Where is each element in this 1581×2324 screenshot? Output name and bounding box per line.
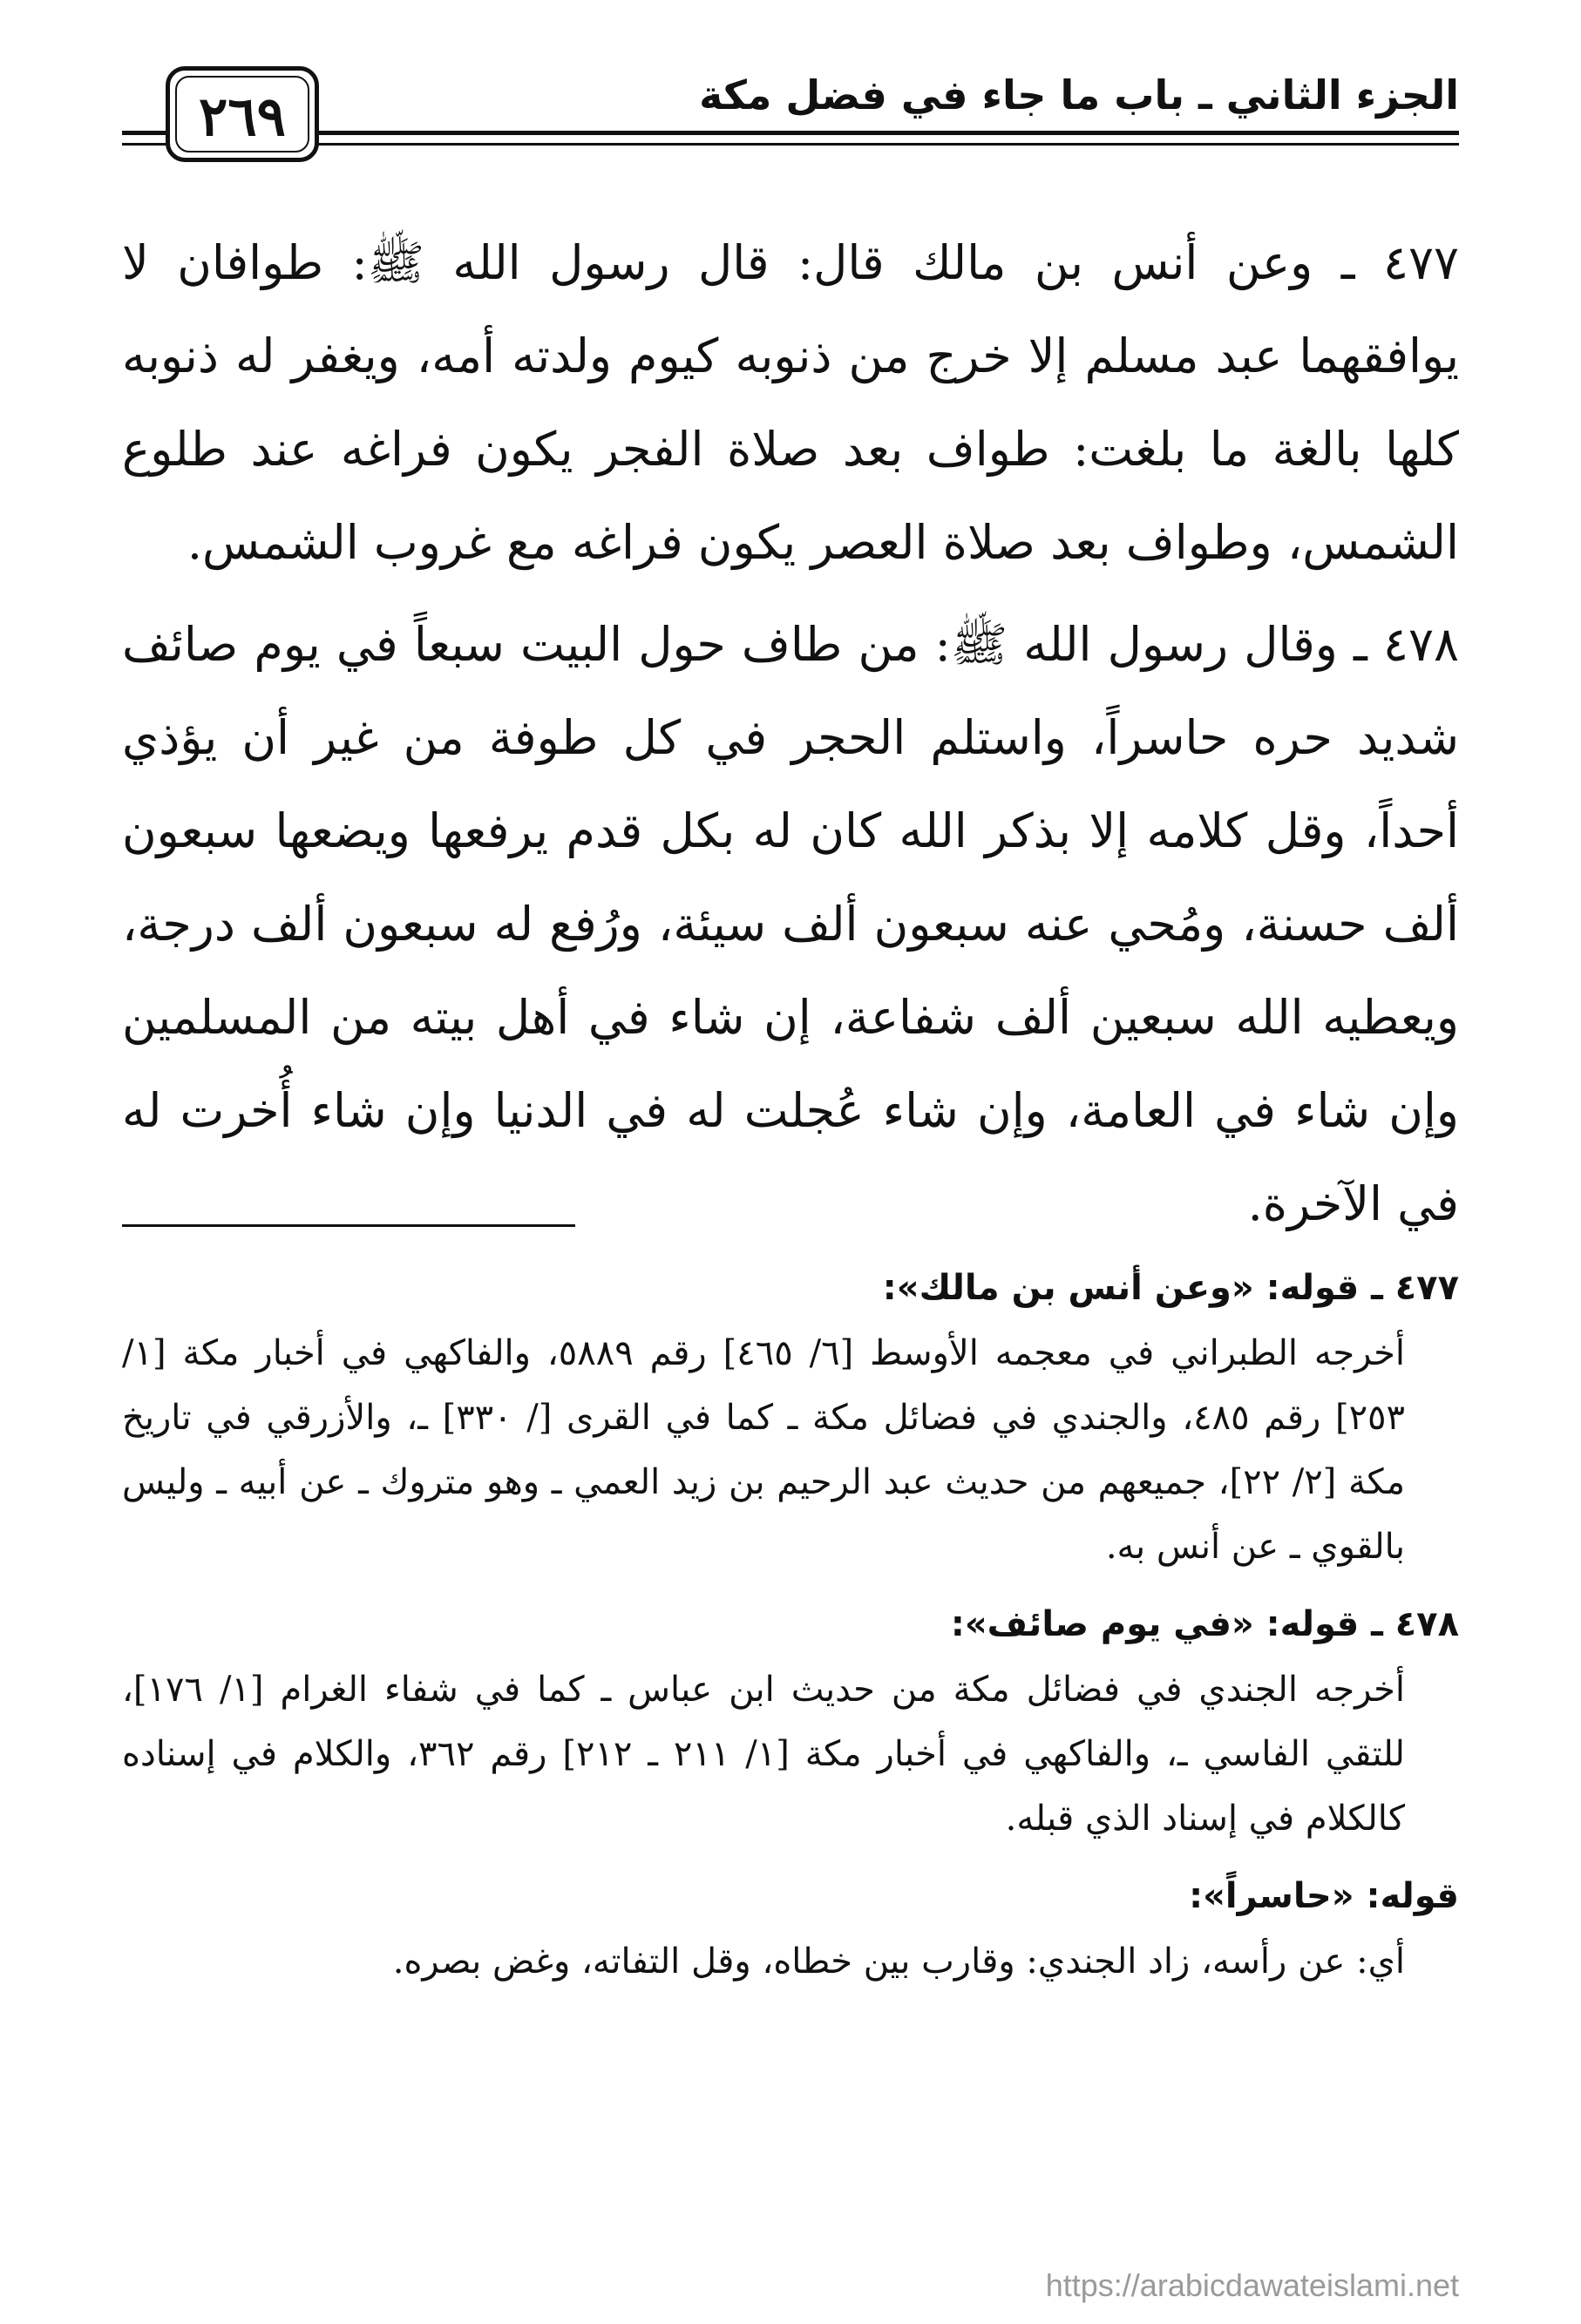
footnote-477 xyxy=(122,1255,1459,1579)
header-rule-thin xyxy=(122,143,1459,146)
footnote-heading: ٤٧٨ ـ قوله: «في يوم صائف»: xyxy=(950,1604,1459,1644)
footnote-478 xyxy=(122,1591,1459,1851)
hadith-477: ٤٧٧ ـ وعن أنس بن مالك قال: قال رسول الله ﷺ: طوافان لا يوافقهما عبد مسلم إلا خرج من ذنوبه كيوم ولدته أمه، ويغفر له ذنوبه كلها بالغة ما بلغت: طواف بعد صلاة الفجر يكون فراغه عند طلوع الشمس، وطواف بعد صلاة العصر يكون فراغه مع غروب الشمس. xyxy=(122,235,1459,570)
footnote-hasiran xyxy=(122,1863,1459,1994)
footnote-body: أخرجه الجندي في فضائل مكة من حديث ابن عباس ـ كما في شفاء الغرام [١/ ١٧٦]، للتقي الفاسي ـ، والفاكهي في أخبار مكة [١/ ٢١١ ـ ٢١٢] رقم ٣٦٢، والكلام في إسناده كالكلام في إسناد الذي قبله. xyxy=(122,1670,1405,1839)
footnote-heading: ٤٧٧ ـ قوله: «وعن أنس بن مالك»: xyxy=(882,1268,1459,1308)
footnotes xyxy=(122,1255,1459,1994)
footnote-body: أي: عن رأسه، زاد الجندي: وقارب بين خطاه، وقل التفاته، وغض بصره. xyxy=(392,1941,1405,1982)
footnote-divider xyxy=(122,1224,575,1227)
running-title: الجزء الثاني ـ باب ما جاء في فضل مكة xyxy=(699,71,1459,119)
page-number-frame xyxy=(166,66,319,162)
header-rule-thick xyxy=(122,131,1459,135)
footnote-heading: قوله: «حاسراً»: xyxy=(1189,1876,1459,1916)
page-number: ٢٦٩ xyxy=(199,85,286,148)
main-text xyxy=(122,216,1459,1250)
footnote-body: أخرجه الطبراني في معجمه الأوسط [٦/ ٤٦٥] رقم ٥٨٨٩، والفاكهي في أخبار مكة [١/ ٢٥٣] رقم ٤٨٥، والجندي في فضائل مكة ـ كما في القرى [/ ٣٣٠] ـ، والأزرقي في تاريخ مكة [٢/ ٢٢]، جميعهم من حديث عبد الرحيم بن زيد العمي ـ وهو متروك ـ عن أبيه ـ وليس بالقوي ـ عن أنس به. xyxy=(122,1333,1406,1567)
watermark-url: https://arabicdawateislami.net xyxy=(1045,2267,1459,2303)
hadith-478: ٤٧٨ ـ وقال رسول الله ﷺ: من طاف حول البيت سبعاً في يوم صائف شديد حره حاسراً، واستلم الحجر في كل طوفة من غير أن يؤذي أحداً، وقل كلامه إلا بذكر الله كان له بكل قدم يرفعها ويضعها سبعون ألف حسنة، ومُحي عنه سبعون ألف سيئة، ورُفع له سبعون ألف درجة، ويعطيه الله سبعين ألف شفاعة، إن شاء في أهل بيته من المسلمين وإن شاء في العامة، وإن شاء عُجلت له في الدنيا وإن شاء أُخرت له في الآخرة. xyxy=(122,617,1459,1231)
